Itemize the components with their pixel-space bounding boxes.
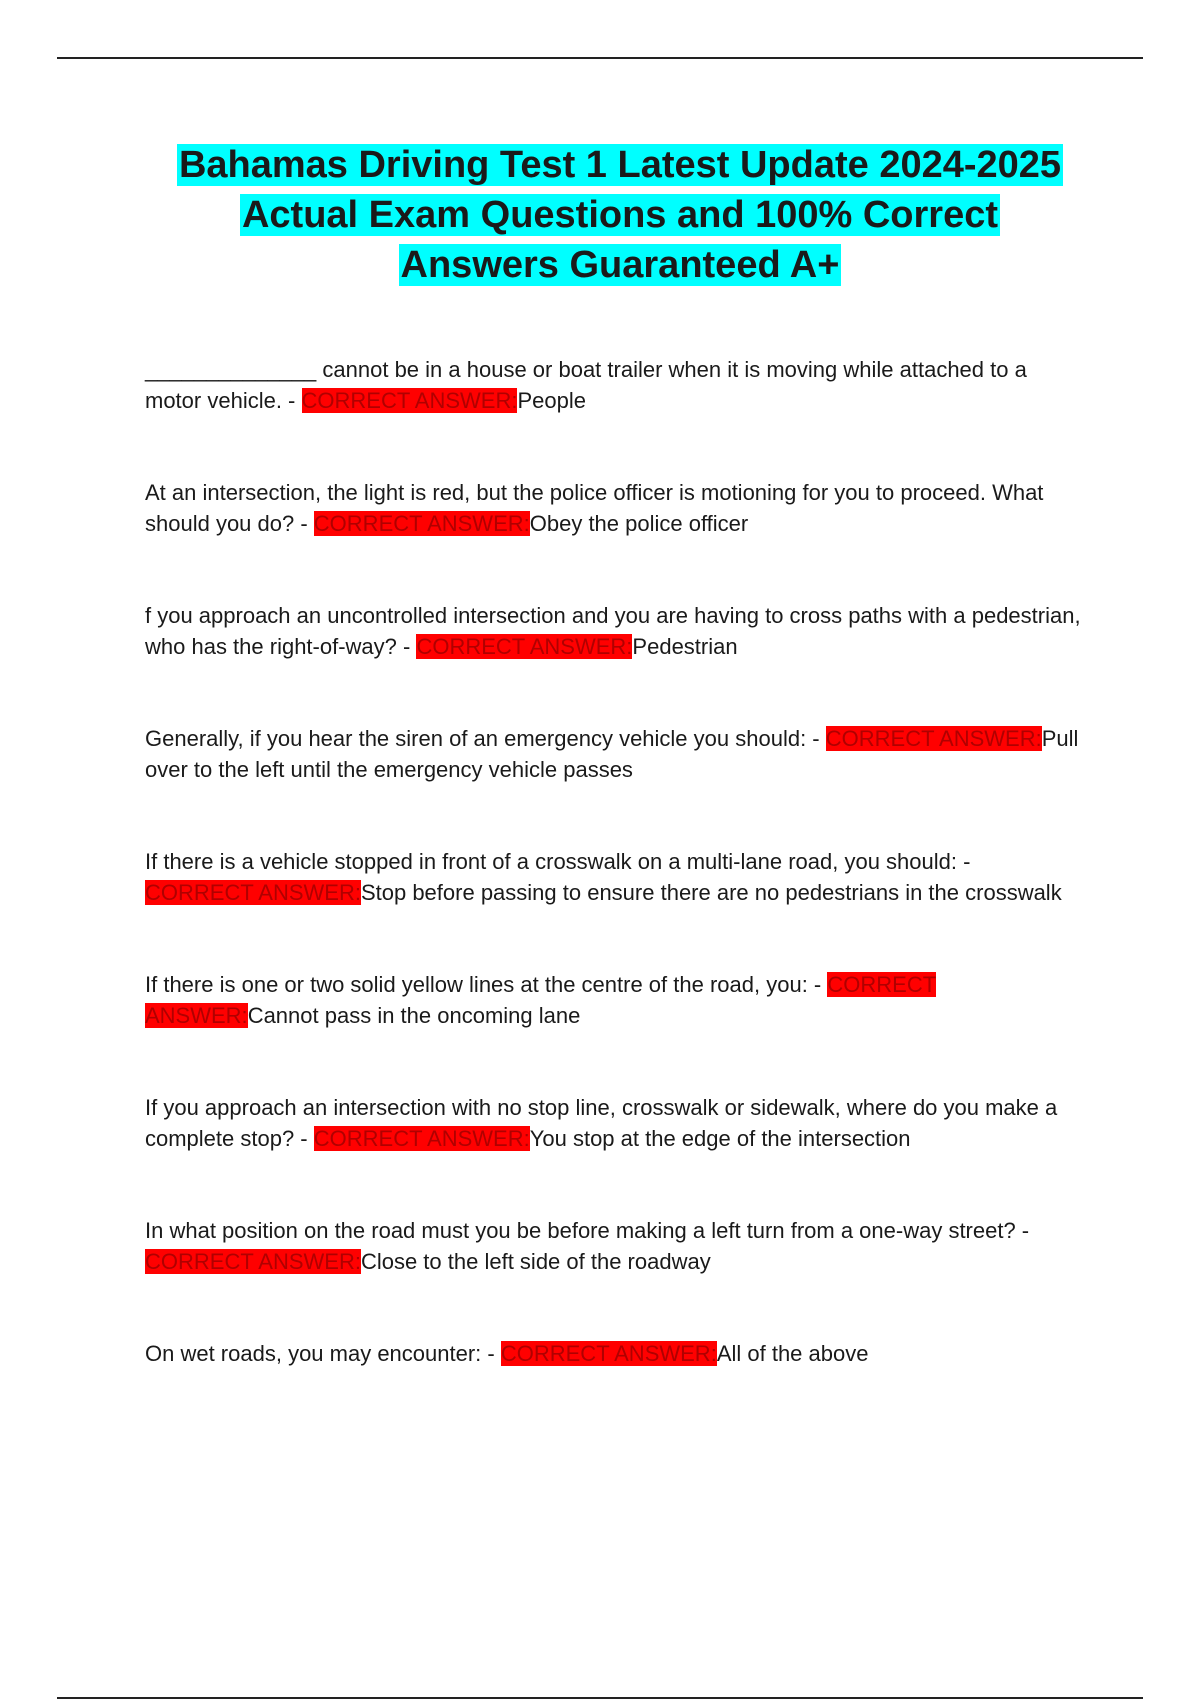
question-list xyxy=(145,355,1085,1370)
correct-answer-tag: CORRECT ANSWER: xyxy=(500,1341,717,1366)
correct-answer-tag: CORRECT ANSWER: xyxy=(313,510,530,536)
question-text: f you approach an uncontrolled intersection and you are having to cross paths with a pedestrian, who has the right-of-way? - xyxy=(145,603,1081,659)
question-text: ______________ cannot be in a house or boat trailer when it is moving while attached to a motor vehicle. - xyxy=(145,357,1027,413)
qa-item xyxy=(145,1093,1085,1154)
answer-text: All of the above xyxy=(716,1341,869,1366)
answer-text: Obey the police officer xyxy=(529,510,749,536)
correct-answer-tag: CORRECT ANSWER: xyxy=(145,1248,361,1274)
question-text: If you approach an intersection with no stop line, crosswalk or sidewalk, where do you make a complete stop? - xyxy=(145,1095,1058,1151)
question-text: If there is a vehicle stopped in front of a crosswalk on a multi-lane road, you should: - xyxy=(145,849,971,874)
answer-text: People xyxy=(517,387,586,413)
title-line: Answers Guaranteed A+ xyxy=(400,244,840,286)
qa-item xyxy=(145,847,1085,908)
question-text: At an intersection, the light is red, but the police officer is motioning for you to proceed. What should you do? - xyxy=(145,480,1044,536)
answer-text: Close to the left side of the roadway xyxy=(360,1248,711,1274)
qa-item xyxy=(145,601,1085,662)
correct-answer-tag: CORRECT ANSWER: xyxy=(145,972,937,1028)
question-text: Generally, if you hear the siren of an emergency vehicle you should: - xyxy=(145,726,820,751)
qa-item xyxy=(145,355,1085,416)
answer-text: Cannot pass in the oncoming lane xyxy=(247,1002,581,1028)
correct-answer-tag: CORRECT ANSWER: xyxy=(416,633,633,659)
correct-answer-tag: CORRECT ANSWER: xyxy=(825,726,1042,751)
answer-text: Pedestrian xyxy=(632,633,738,659)
title-line: Bahamas Driving Test 1 Latest Update 2024-2025 xyxy=(178,144,1062,186)
question-text: In what position on the road must you be before making a left turn from a one-way street? - xyxy=(145,1218,1030,1243)
qa-item xyxy=(145,1339,1085,1370)
answer-text: Stop before passing to ensure there are no pedestrians in the crosswalk xyxy=(360,879,1062,905)
bottom-rule xyxy=(57,1697,1143,1699)
answer-text: You stop at the edge of the intersection xyxy=(529,1125,911,1151)
top-rule xyxy=(57,57,1143,59)
qa-item xyxy=(145,970,1085,1031)
correct-answer-tag: CORRECT ANSWER: xyxy=(301,387,518,413)
question-text: On wet roads, you may encounter: - xyxy=(145,1341,495,1366)
qa-item xyxy=(145,724,1085,785)
question-text: If there is one or two solid yellow lines at the centre of the road, you: - xyxy=(145,972,822,997)
document-title xyxy=(120,140,1120,290)
answer-text: Pull over to the left until the emergency vehicle passes xyxy=(145,726,1079,782)
correct-answer-tag: CORRECT ANSWER: xyxy=(313,1125,530,1151)
title-line: Actual Exam Questions and 100% Correct xyxy=(241,194,999,236)
qa-item xyxy=(145,1216,1085,1277)
correct-answer-tag: CORRECT ANSWER: xyxy=(145,879,361,905)
qa-item xyxy=(145,478,1085,539)
